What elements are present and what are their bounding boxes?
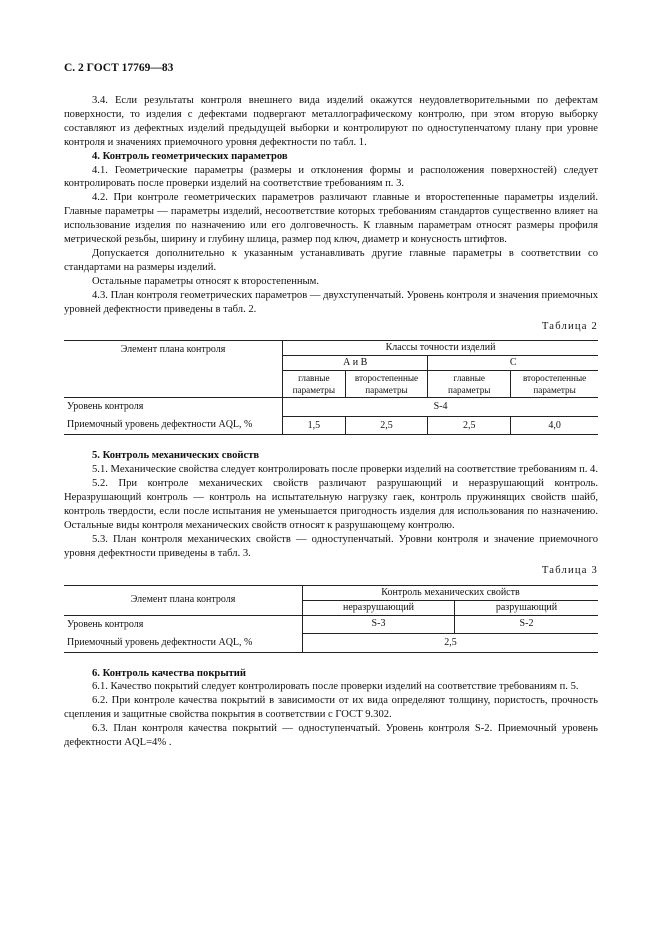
table-2-caption: Таблица 2 bbox=[541, 320, 598, 332]
table-2-aql-cell: 2,5 bbox=[345, 416, 428, 435]
table-2-header-main-params-ab: главные параметры bbox=[283, 371, 346, 398]
paragraph-6-1: 6.1. Качество покрытий следует контролировать после проверки изделий на соответствие требованиям п. 5. bbox=[92, 681, 579, 693]
table-3-header-non-destructive: неразрушающий bbox=[303, 600, 455, 615]
paragraph-5-2: 5.2. При контроле механических свойств различают разрушающий и неразрушающий контроль. Неразрушающий контроль — контроль на испытательную нагрузку гаек, контроль пружинящих свойств шайб, контроль твердости, если после испытания не уменьшается пригодность изделия для использования по назначению. Остальные виды контроля механических свойств относят к разрушающему контролю. bbox=[64, 478, 598, 531]
table-2-header-class-c: С bbox=[428, 356, 598, 371]
table-3 bbox=[64, 585, 598, 653]
section-4-title: 4. Контроль геометрических параметров bbox=[92, 150, 288, 162]
paragraph-6-2: 6.2. При контроле качества покрытий в зависимости от их вида определяют толщину, пористость, прочность сцепления и защитные свойства покрытия в соответствии с ГОСТ 9.302. bbox=[64, 695, 598, 721]
paragraph-4-3: 4.3. План контроля геометрических параметров — двухступенчатый. Уровень контроля и значения приемочных уровней дефектности приведены в табл. 2. bbox=[64, 289, 598, 315]
paragraph-4-2-addition: Допускается дополнительно к указанным устанавливать другие главные параметры в соответствии со стандартами на размеры изделий. bbox=[64, 247, 598, 273]
paragraph-3-4: 3.4. Если результаты контроля внешнего вида изделий окажутся неудовлетворительными по дефектам поверхности, то изделия с дефектами подвергают металлографическому контролю, при этом вторую выборку составляют из дефектных изделий предыдущей выборки и контролируют по одноступенчатому плану при уровне контроля и значениях приемочного уровня дефектности по табл. 1. bbox=[64, 95, 598, 148]
section-5-title: 5. Контроль механических свойств bbox=[92, 450, 260, 462]
paragraph-6-3: 6.3. План контроля качества покрытий — одноступенчатый. Уровень контроля S-2. Приемочный уровень дефектности AQL=4% . bbox=[64, 723, 598, 749]
table-3-row-level-label: Уровень контроля bbox=[67, 618, 144, 630]
table-2-header-element: Элемент плана контроля bbox=[64, 341, 283, 398]
table-3-header-element: Элемент плана контроля bbox=[64, 585, 303, 615]
table-3-header-control: Контроль механических свойств bbox=[303, 585, 599, 600]
table-3-header-destructive: разрушающий bbox=[455, 600, 599, 615]
table-2-aql-cell: 1,5 bbox=[283, 416, 346, 435]
table-2-aql-cell: 2,5 bbox=[428, 416, 511, 435]
page-header: С. 2 ГОСТ 17769—83 bbox=[64, 62, 174, 74]
paragraph-4-2: 4.2. При контроле геометрических параметров различают главные и второстепенные параметры изделий. Главные параметры — параметры изделий, несоответствие которых требованиям стандартов существенно влияет на использование изделия по назначению или его долговечность. К главным параметрам относят размеры профиля метрической резьбы, ширину и глубину шлица, размер под ключ, диаметр и конусность штифтов. bbox=[64, 192, 598, 246]
table-2 bbox=[64, 340, 598, 435]
table-2-header-secondary-params-c: второстепенные параметры bbox=[511, 371, 598, 398]
paragraph-5-1: 5.1. Механические свойства следует контролировать после проверки изделий на соответствие требованиям п. 4. bbox=[92, 464, 599, 476]
table-2-header-secondary-params-ab: второстепенные параметры bbox=[345, 371, 428, 398]
section-6-title: 6. Контроль качества покрытий bbox=[92, 667, 246, 679]
paragraph-4-2-rest: Остальные параметры относят к второстепенным. bbox=[92, 275, 320, 287]
table-3-aql-value: 2,5 bbox=[303, 634, 599, 653]
table-2-row-level-value: S-4 bbox=[283, 398, 598, 417]
document-page bbox=[64, 62, 598, 750]
table-2-header-class-ab: А и В bbox=[283, 356, 428, 371]
table-3-row-aql-label: Приемочный уровень дефектности AQL, % bbox=[64, 634, 303, 653]
table-2-header-classes: Классы точности изделий bbox=[283, 341, 598, 356]
table-3-caption: Таблица 3 bbox=[541, 564, 598, 576]
table-2-header-main-params-c: главные параметры bbox=[428, 371, 511, 398]
paragraph-4-1: 4.1. Геометрические параметры (размеры и отклонения формы и расположения поверхностей) следует контролировать после проверки изделий на соответствие требованиям п. 3. bbox=[64, 164, 598, 190]
table-3-level-cell: S-3 bbox=[303, 615, 455, 634]
table-2-row-level-label: Уровень контроля bbox=[64, 398, 283, 417]
table-2-row-aql-label: Приемочный уровень дефектности AQL, % bbox=[64, 416, 283, 435]
paragraph-5-3: 5.3. План контроля механических свойств — одноступенчатый. Уровни контроля и значение приемочного уровня дефектности приведены в табл. 3. bbox=[64, 533, 598, 559]
table-2-aql-cell: 4,0 bbox=[511, 416, 598, 435]
table-3-level-cell: S-2 bbox=[455, 615, 599, 634]
